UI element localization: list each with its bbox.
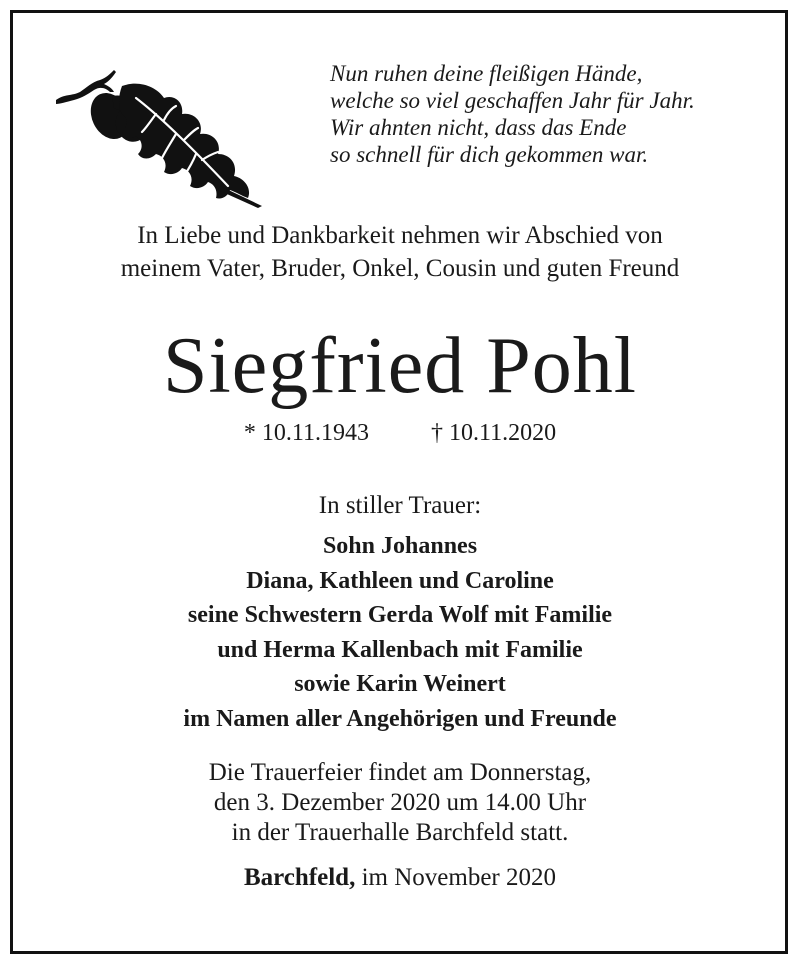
closing-place: Barchfeld, xyxy=(243,864,356,891)
intro-line: meinem Vater, Bruder, Onkel, Cousin und guten Freund xyxy=(120,255,680,282)
oak-leaf-acorn-icon xyxy=(52,68,267,208)
mourner-line: seine Schwestern Gerda Wolf mit Familie xyxy=(187,602,613,628)
mourner-line: im Namen aller Angehörigen und Freunde xyxy=(183,705,617,732)
death-date: † 10.11.2020 xyxy=(431,420,557,446)
ceremony-line: Die Trauerfeier findet am Donnerstag, xyxy=(208,759,592,786)
ceremony-line: den 3. Dezember 2020 um 14.00 Uhr xyxy=(213,789,587,816)
mourning-heading: In stiller Trauer: xyxy=(318,492,482,519)
life-dates xyxy=(0,418,800,448)
memorial-poem xyxy=(330,60,770,168)
ceremony-line: in der Trauerhalle Barchfeld statt. xyxy=(231,819,569,846)
mourners-list xyxy=(0,529,800,736)
birth-date: * 10.11.1943 xyxy=(243,420,369,446)
mourner-line: Sohn Johannes xyxy=(322,533,478,559)
closing-date: im November 2020 xyxy=(361,864,556,891)
mourner-line: und Herma Kallenbach mit Familie xyxy=(217,636,583,663)
poem-line: so schnell für dich gekommen war. xyxy=(330,142,649,167)
mourner-line: sowie Karin Weinert xyxy=(294,671,506,697)
funeral-ceremony-info xyxy=(0,758,800,848)
place-and-date xyxy=(0,862,800,894)
deceased-name: Siegfried Pohl xyxy=(163,322,637,410)
mourner-line: Diana, Kathleen und Caroline xyxy=(246,567,554,594)
intro-line: In Liebe und Dankbarkeit nehmen wir Abschied von xyxy=(137,222,663,249)
poem-line: Nun ruhen deine fleißigen Hände, xyxy=(330,61,643,86)
poem-line: Wir ahnten nicht, dass das Ende xyxy=(330,115,627,140)
poem-line: welche so viel geschaffen Jahr für Jahr. xyxy=(330,88,695,113)
farewell-intro xyxy=(0,219,800,285)
